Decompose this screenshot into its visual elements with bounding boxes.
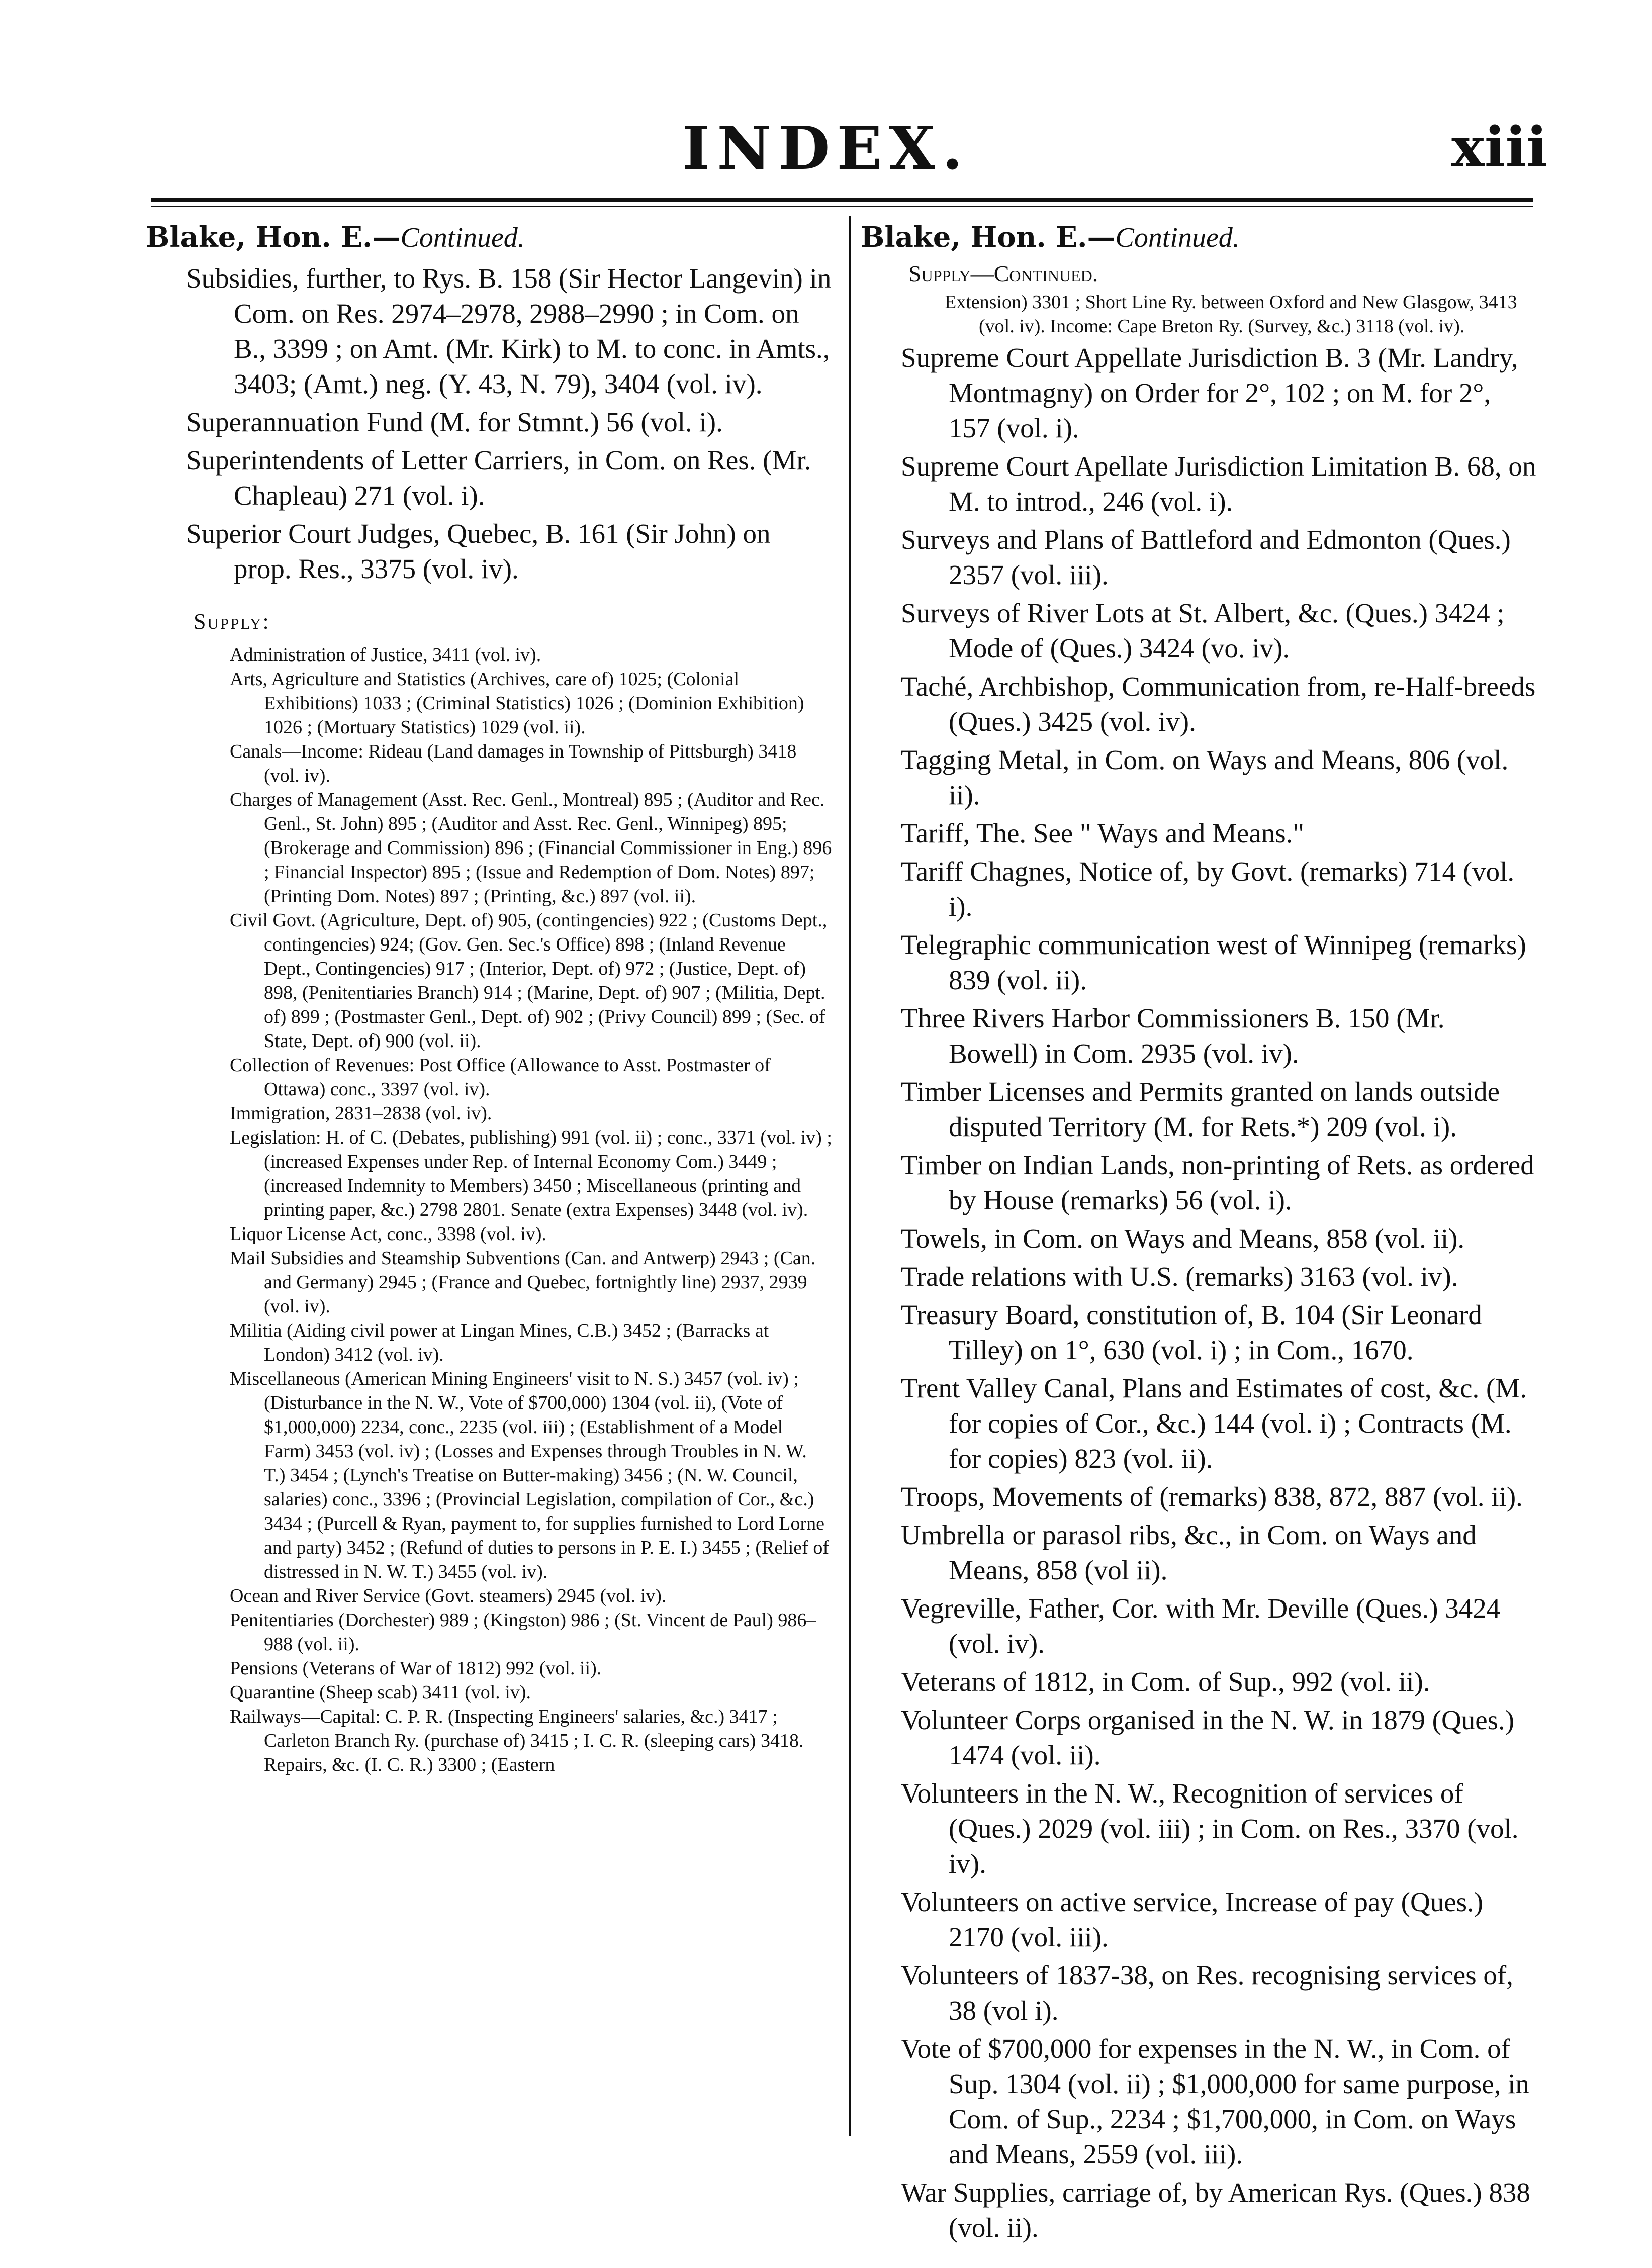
supply-item: Civil Govt. (Agriculture, Dept. of) 905, (contingencies) 922 ; (Customs Dept., contingencies) 924; (Gov. Gen. Sec.'s Office) 898 ; (Inland Revenue Dept., Contingencies) 917 ; (Interior, Dept. of) 972 ; (Justice, Dept. of) 898, (Penitentiaries Branch) 914 ; (Marine, Dept. of) 907 ; (Militia, Dept. of) 899 ; (Postmaster Genl., Dept. of) 902 ; (Privy Council) 899 ; (Sec. of State, Dept. of) 900 (vol. ii).	[230, 910, 828, 1052]
supply-item: Liquor License Act, conc., 3398 (vol. iv).	[230, 1223, 547, 1245]
header-rule	[151, 198, 1533, 202]
index-entry: Trent Valley Canal, Plans and Estimates of cost, &c. (M. for copies of Cor., &c.) 144 (vol. i) ; Contracts (M. for copies) 823 (vol. ii).	[901, 1373, 1527, 1474]
index-entry: Superannuation Fund (M. for Stmnt.) 56 (vol. i).	[186, 407, 723, 437]
entry-heading	[861, 216, 1537, 259]
index-entry: Volunteer Corps organised in the N. W. in 1879 (Ques.) 1474 (vol. ii).	[901, 1705, 1515, 1770]
right-column	[861, 216, 1537, 2248]
heading-continued: Continued.	[400, 222, 525, 253]
index-entry: Subsidies, further, to Rys. B. 158 (Sir Hector Langevin) in Com. on Res. 2974–2978, 2988–2990 ; in Com. on B., 3399 ; on Amt. (Mr. Kirk) to M. to conc. in Amts., 3403; (Amt.) neg. (Y. 43, N. 79), 3404 (vol. iv).	[186, 263, 832, 399]
index-entry: Tagging Metal, in Com. on Ways and Means, 806 (vol. ii).	[901, 744, 1509, 810]
index-entry: Surveys and Plans of Battleford and Edmonton (Ques.) 2357 (vol. iii).	[901, 524, 1511, 590]
index-entry: Superintendents of Letter Carriers, in Com. on Res. (Mr. Chapleau) 271 (vol. i).	[186, 445, 811, 511]
supply-item: Mail Subsidies and Steamship Subventions (Can. and Antwerp) 2943 ; (Can. and Germany) 2945 ; (France and Quebec, fortnightly line) 2937, 2939 (vol. iv).	[230, 1248, 816, 1317]
entry-heading	[146, 216, 832, 259]
supply-item: Militia (Aiding civil power at Lingan Mines, C.B.) 3452 ; (Barracks at London) 3412 (vol. iv).	[230, 1320, 769, 1365]
supply-item: Charges of Management (Asst. Rec. Genl., Montreal) 895 ; (Auditor and Rec. Genl., St. John) 895 ; (Auditor and Asst. Rec. Genl., Winnipeg) 895; (Brokerage and Commission) 896 ; (Financial Commissioner in Eng.) 896 ; Financial Inspector) 895 ; (Issue and Redemption of Dom. Notes) 897; (Printing Dom. Notes) 897 ; (Printing, &c.) 897 (vol. ii).	[230, 789, 832, 907]
supply-item: Collection of Revenues: Post Office (Allowance to Asst. Postmaster of Ottawa) conc., 3397 (vol. iv).	[230, 1055, 771, 1100]
page-number: xiii	[1451, 115, 1547, 179]
index-entry: Supreme Court Apellate Jurisdiction Limitation B. 68, on M. to introd., 246 (vol. i).	[901, 451, 1536, 517]
index-entry: Volunteers in the N. W., Recognition of services of (Ques.) 2029 (vol. iii) ; in Com. on Res., 3370 (vol. iv).	[901, 1778, 1519, 1879]
index-entry: Three Rivers Harbor Commissioners B. 150 (Mr. Bowell) in Com. 2935 (vol. iv).	[901, 1003, 1445, 1069]
index-entry: Telegraphic communication west of Winnipeg (remarks) 839 (vol. ii).	[901, 929, 1526, 995]
supply-item: Ocean and River Service (Govt. steamers) 2945 (vol. iv).	[230, 1585, 667, 1606]
index-entry: War Supplies, carriage of, by American Rys. (Ques.) 838 (vol. ii).	[901, 2177, 1530, 2243]
index-entry: Surveys of River Lots at St. Albert, &c. (Ques.) 3424 ; Mode of (Ques.) 3424 (vo. iv).	[901, 598, 1505, 664]
index-entry: Taché, Archbishop, Communication from, re-Half-breeds (Ques.) 3425 (vol. iv).	[901, 671, 1536, 737]
column-divider	[849, 216, 851, 2136]
heading-name: Blake, Hon. E.—	[146, 221, 401, 254]
index-entry: Supreme Court Appellate Jurisdiction B. 3 (Mr. Landry, Montmagny) on Order for 2°, 102 ; on M. for 2°, 157 (vol. i).	[901, 342, 1518, 443]
supply-continued-heading: Supply—Continued.	[908, 261, 1098, 287]
supply-item: Pensions (Veterans of War of 1812) 992 (vol. ii).	[230, 1658, 602, 1679]
index-entry: Volunteers on active service, Increase of pay (Ques.) 2170 (vol. iii).	[901, 1886, 1484, 1952]
index-entry: Towels, in Com. on Ways and Means, 858 (vol. ii).	[901, 1223, 1465, 1254]
supply-item: Railways—Capital: C. P. R. (Inspecting Engineers' salaries, &c.) 3417 ; Carleton Branch Ry. (purchase of) 3415 ; I. C. R. (sleeping cars) 3418. Repairs, &c. (I. C. R.) 3300 ; (Eastern	[230, 1706, 804, 1775]
index-entry: Umbrella or parasol ribs, &c., in Com. on Ways and Means, 858 (vol ii).	[901, 1520, 1477, 1585]
left-column	[146, 216, 832, 1777]
index-entry: Vote of $700,000 for expenses in the N. W., in Com. of Sup. 1304 (vol. ii) ; $1,000,000 for same purpose, in Com. of Sup., 2234 ; $1,700,000, in Com. on Ways and Means, 2559 (vol. iii).	[901, 2033, 1529, 2169]
supply-heading: Supply:	[194, 609, 270, 634]
index-entry: Timber on Indian Lands, non-printing of Rets. as ordered by House (remarks) 56 (vol. i).	[901, 1150, 1534, 1215]
index-entry: Trade relations with U.S. (remarks) 3163 (vol. iv).	[901, 1261, 1458, 1292]
heading-name: Blake, Hon. E.—	[861, 221, 1116, 254]
header-rule-thin	[151, 206, 1533, 207]
heading-continued: Continued.	[1115, 222, 1240, 253]
index-entry: Tariff, The. See " Ways and Means."	[901, 818, 1304, 848]
index-entry: Volunteers of 1837-38, on Res. recognising services of, 38 (vol i).	[901, 1960, 1513, 2026]
index-entry: Tariff Chagnes, Notice of, by Govt. (remarks) 714 (vol. i).	[901, 856, 1515, 922]
supply-item: Legislation: H. of C. (Debates, publishing) 991 (vol. ii) ; conc., 3371 (vol. iv) ; (increased Expenses under Rep. of Internal Economy Com.) 3449 ; (increased Indemnity to Members) 3450 ; Miscellaneous (printing and printing paper, &c.) 2798 2801. Senate (extra Expenses) 3448 (vol. iv).	[230, 1127, 832, 1220]
supply-item: Extension) 3301 ; Short Line Ry. between Oxford and New Glasgow, 3413 (vol. iv). Income: Cape Breton Ry. (Survey, &c.) 3118 (vol. iv).	[945, 292, 1517, 337]
supply-item: Administration of Justice, 3411 (vol. iv).	[230, 644, 541, 666]
index-entry: Troops, Movements of (remarks) 838, 872, 887 (vol. ii).	[901, 1481, 1523, 1512]
supply-item: Miscellaneous (American Mining Engineers' visit to N. S.) 3457 (vol. iv) ; (Disturbance in the N. W., Vote of $700,000) 1304 (vol. ii), (Vote of $1,000,000) 2234, conc., 2235 (vol. iii) ; (Establishment of a Model Farm) 3453 (vol. iv) ; (Losses and Expenses through Troubles in N. W. T.) 3454 ; (Lynch's Treatise on Butter-making) 3456 ; (N. W. Council, salaries) conc., 3396 ; (Provincial Legislation, compilation of Cor., &c.) 3434 ; (Purcell & Ryan, payment to, for supplies furnished to Lord Lorne and party) 3452 ; (Refund of duties to persons in P. E. I.) 3455 ; (Relief of distressed in N. W. T.) 3455 (vol. iv).	[230, 1368, 829, 1582]
supply-item: Arts, Agriculture and Statistics (Archives, care of) 1025; (Colonial Exhibitions) 1033 ; (Criminal Statistics) 1026 ; (Dominion Exhibition) 1026 ; (Mortuary Statistics) 1029 (vol. ii).	[230, 669, 804, 738]
index-entry: Veterans of 1812, in Com. of Sup., 992 (vol. ii).	[901, 1666, 1430, 1697]
supply-item: Penitentiaries (Dorchester) 989 ; (Kingston) 986 ; (St. Vincent de Paul) 986–988 (vol. ii).	[230, 1610, 816, 1655]
page-title: INDEX.	[682, 113, 970, 183]
index-entry: Vegreville, Father, Cor. with Mr. Deville (Ques.) 3424 (vol. iv).	[901, 1593, 1501, 1659]
index-entry: Treasury Board, constitution of, B. 104 (Sir Leonard Tilley) on 1°, 630 (vol. i) ; in Com., 1670.	[901, 1299, 1482, 1365]
index-entry: Superior Court Judges, Quebec, B. 161 (Sir John) on prop. Res., 3375 (vol. iv).	[186, 518, 771, 584]
supply-item: Immigration, 2831–2838 (vol. iv).	[230, 1103, 492, 1124]
index-entry: Timber Licenses and Permits granted on lands outside disputed Territory (M. for Rets.*) 209 (vol. i).	[901, 1076, 1500, 1142]
supply-item: Quarantine (Sheep scab) 3411 (vol. iv).	[230, 1682, 531, 1703]
supply-item: Canals—Income: Rideau (Land damages in Township of Pittsburgh) 3418 (vol. iv).	[230, 741, 797, 786]
